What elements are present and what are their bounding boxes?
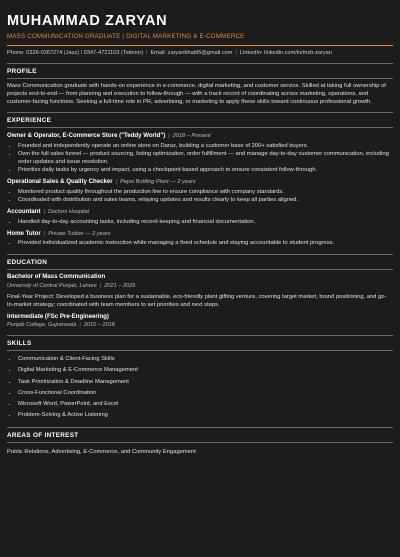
degree-note: Final-Year Project: Developed a business plan for a sustainable, eco-friendly plant gifting venture, covering target market, brand positioning, and go-to-market strategy; coordinated with team members to set priorities and next steps. [7,293,387,308]
degree-title: Bachelor of Mass Communication [7,273,106,281]
list-item: • Monitored product quality throughout the production line to ensure compliance with company standards. [18,188,393,196]
job-title: Home Tutor [7,229,41,237]
section-title-education: EDUCATION [7,254,393,267]
degree-title: Intermediate (FSc Pre-Engineering) [7,312,109,320]
list-item: • Microsoft Word, PowerPoint, and Excel [18,399,393,410]
skills-section [7,335,393,421]
job-header: Operational Sales & Quality Checker | Pepsi Bottling Plant — 2 years [7,178,196,186]
job-title: Operational Sales & Quality Checker [7,178,113,186]
section-divider [7,442,393,443]
job-entry [7,132,393,174]
list-item: • Handled day-to-day accounting tasks, including record-keeping and financial documentation. [18,218,393,226]
job-entry [7,230,393,248]
school-name: Punjab College, Gujranwala [7,322,77,329]
section-divider [7,269,393,270]
section-title-interests: AREAS OF INTEREST [7,427,393,440]
interests-section [7,427,393,456]
job-title: Accountant [7,208,41,216]
education-entry [7,273,393,309]
phone-text: Phone: 0326-0267274 (Jazz) / 0347-4721103 (Telenor) [7,50,144,57]
section-title-skills: SKILLS [7,335,393,348]
skills-list [7,354,393,421]
job-entry [7,208,393,226]
job-header: Accountant | Doctors Hospital [7,208,90,216]
job-meta: Private Tuition — 2 years [48,230,111,237]
candidate-name: MUHAMMAD ZARYAN [7,13,168,29]
linkedin-text: LinkedIn: linkedin.com/in/mzb-zaryan [239,50,332,57]
email-text: Email: zaryanbhatti5@gmail.com [150,50,233,57]
tagline: MASS COMMUNICATION GRADUATE | DIGITAL MARKETING & E-COMMERCE [7,33,245,40]
list-item: • Digital Marketing & E-Commerce Management [18,365,393,376]
degree-years: 2021 – 2025 [104,282,136,289]
interests-text: Public Relations, Advertising, E-Commerce, and Community Engagement [7,449,196,456]
job-bullets [7,218,393,226]
job-bullets [7,239,393,247]
education-entry [7,313,393,329]
list-item: • Own the full sales funnel — product sourcing, listing optimization, order fulfillment — and manage day-to-day customer communication, including order updates and issue resolution. [18,150,393,166]
job-title: Owner & Operator, E-Commerce Store ("Teddy World") [7,132,166,140]
job-entry [7,178,393,204]
degree-meta: Punjab College, Gujranwala | 2016 – 2018 [7,322,115,329]
experience-section [7,112,393,247]
list-item: • Founded and independently operate an online store on Daraz, building a customer base of 200+ satisfied buyers. [18,142,393,150]
resume-header [7,13,393,57]
accent-divider [7,45,393,46]
job-meta: 2018 – Present [172,133,211,140]
job-header: Owner & Operator, E-Commerce Store ("Teddy World") | 2018 – Present [7,132,211,140]
section-title-experience: EXPERIENCE [7,112,393,125]
section-divider [7,350,393,351]
job-bullets [7,142,393,175]
contact-line [7,49,393,57]
education-section [7,254,393,330]
separator: | [235,50,237,57]
list-item: • Cross-Functional Coordination [18,388,393,399]
degree-meta: University of Central Punjab, Lahore | 2021 – 2025 [7,282,136,289]
list-item: • Problem-Solving & Active Listening [18,410,393,421]
separator: | [146,50,148,57]
list-item: • Coordinated with distribution and sales teams, relaying updates and results clearly to keep all parties aligned. [18,196,393,204]
job-header: Home Tutor | Private Tuition — 2 years [7,229,111,237]
section-title-profile: PROFILE [7,63,393,76]
list-item: • Task Prioritization & Deadline Management [18,377,393,388]
job-bullets [7,188,393,204]
section-divider [7,78,393,79]
list-item: • Communication & Client-Facing Skills [18,354,393,365]
profile-section [7,63,393,106]
degree-years: 2016 – 2018 [83,322,115,329]
school-name: University of Central Punjab, Lahore [7,282,97,289]
section-divider [7,127,393,128]
job-meta: Pepsi Bottling Plant — 2 years [120,179,196,186]
list-item: • Provided individualized academic instruction while managing a fixed schedule and staying accountable to student progress. [18,239,393,247]
profile-text: Mass Communication graduate with hands-on experience in e-commerce, digital marketing, and customer service. Skilled at taking full ownership of projects end-to-end — from planning and execution to follow-through — with a track record of coordinating across marketing, operations, and customer-facing functions. Seeking a full-time role in PR, advertising, or marketing to apply these skills toward continuous professional growth. [7,83,386,106]
job-meta: Doctors Hospital [47,209,90,216]
list-item: • Prioritize daily tasks by urgency and impact, using a checkpoint-based approach to ensure consistent follow-through. [18,166,393,174]
